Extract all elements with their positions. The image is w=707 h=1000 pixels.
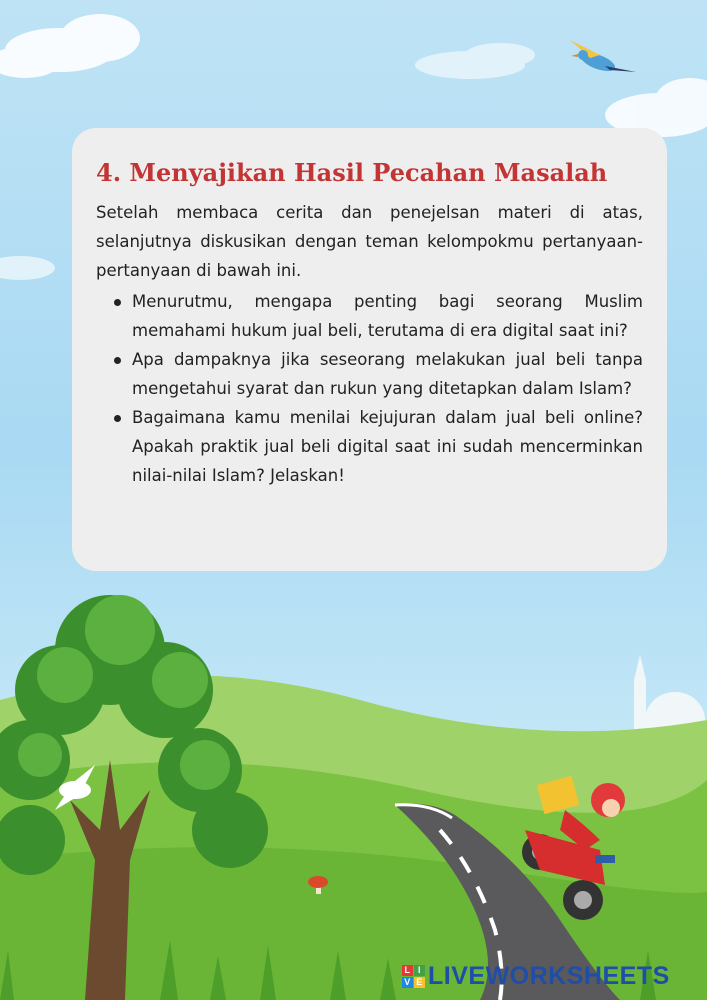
question-item: Apa dampaknya jika seseorang melakukan jual beli tanpa mengetahui syarat dan rukun yang ditetapkan dalam Islam? (132, 345, 643, 403)
cloud-icon (415, 43, 535, 79)
liveworksheets-logo[interactable] (402, 962, 670, 991)
logo-grid-icon: L I V E (402, 965, 425, 988)
cloud-icon (0, 256, 55, 280)
cloud-icon (0, 14, 140, 78)
content-card (72, 128, 667, 571)
question-item: Menurutmu, mengapa penting bagi seorang Muslim memahami hukum jual beli, terutama di era digital saat ini? (132, 287, 643, 345)
brand-name: LIVEWORKSHEETS (428, 962, 670, 990)
intro-paragraph: Setelah membaca cerita dan penejelsan materi di atas, selanjutnya diskusikan dengan teman kelompokmu pertanyaan-pertanyaan di bawah ini. (96, 203, 643, 280)
section-title: 4. Menyajikan Hasil Pecahan Masalah (96, 158, 608, 187)
bird-icon (570, 40, 636, 75)
question-item: Bagaimana kamu menilai kejujuran dalam jual beli online? Apakah praktik jual beli digital saat ini sudah mencerminkan nilai-nilai Islam? Jelaskan! (132, 403, 643, 490)
question-list (96, 287, 643, 490)
